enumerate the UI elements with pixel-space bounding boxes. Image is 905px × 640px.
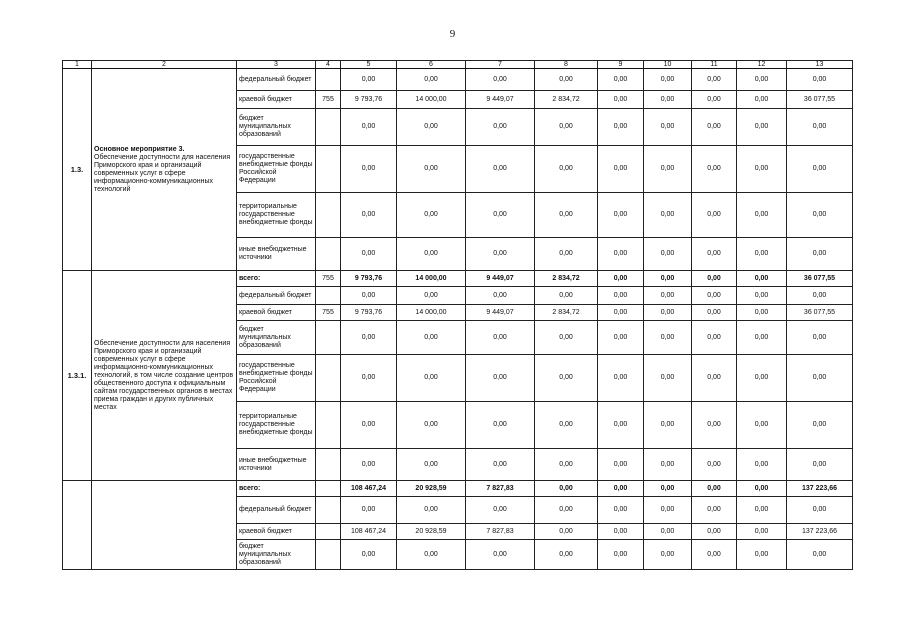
amount-cell: 0,00 <box>535 497 598 524</box>
amount-cell: 0,00 <box>644 524 692 540</box>
amount-cell: 0,00 <box>692 449 737 481</box>
amount-cell: 0,00 <box>397 69 466 91</box>
budget-code <box>316 540 341 570</box>
amount-cell: 0,00 <box>397 146 466 193</box>
amount-cell: 0,00 <box>598 524 644 540</box>
amount-cell: 0,00 <box>598 193 644 238</box>
amount-cell: 0,00 <box>397 287 466 305</box>
amount-cell: 0,00 <box>692 91 737 109</box>
amount-cell: 0,00 <box>787 321 853 355</box>
amount-cell: 0,00 <box>787 355 853 402</box>
amount-cell: 0,00 <box>692 321 737 355</box>
amount-cell: 0,00 <box>787 287 853 305</box>
amount-cell: 0,00 <box>644 271 692 287</box>
amount-cell: 0,00 <box>535 287 598 305</box>
amount-cell: 0,00 <box>535 402 598 449</box>
amount-cell: 0,00 <box>644 146 692 193</box>
amount-cell: 0,00 <box>341 69 397 91</box>
measure-description <box>92 481 237 570</box>
column-header: 13 <box>787 61 853 69</box>
amount-cell: 0,00 <box>787 69 853 91</box>
amount-cell: 0,00 <box>535 481 598 497</box>
amount-cell: 0,00 <box>644 91 692 109</box>
budget-code: 755 <box>316 305 341 321</box>
amount-cell: 0,00 <box>644 69 692 91</box>
funding-source: государственные внебюджетные фонды Российской Федерации <box>237 355 316 402</box>
budget-code <box>316 321 341 355</box>
header-row <box>63 61 853 69</box>
funding-source: иные внебюджетные источники <box>237 238 316 271</box>
amount-cell: 0,00 <box>598 287 644 305</box>
amount-cell: 0,00 <box>341 355 397 402</box>
amount-cell: 0,00 <box>535 238 598 271</box>
amount-cell: 0,00 <box>644 238 692 271</box>
column-header: 4 <box>316 61 341 69</box>
measure-description <box>92 271 237 481</box>
amount-cell: 0,00 <box>644 355 692 402</box>
amount-cell: 2 834,72 <box>535 271 598 287</box>
budget-code <box>316 287 341 305</box>
funding-source: всего: <box>237 271 316 287</box>
column-header: 1 <box>63 61 92 69</box>
amount-cell: 0,00 <box>598 449 644 481</box>
measure-title: Основное мероприятие 3. <box>94 145 185 153</box>
funding-source: краевой бюджет <box>237 524 316 540</box>
funding-source: краевой бюджет <box>237 91 316 109</box>
funding-source: государственные внебюджетные фонды Российской Федерации <box>237 146 316 193</box>
amount-cell: 0,00 <box>644 321 692 355</box>
amount-cell: 0,00 <box>535 524 598 540</box>
amount-cell: 0,00 <box>397 355 466 402</box>
amount-cell: 2 834,72 <box>535 305 598 321</box>
budget-code: 755 <box>316 271 341 287</box>
amount-cell: 2 834,72 <box>535 91 598 109</box>
amount-cell: 0,00 <box>466 449 535 481</box>
amount-cell: 0,00 <box>787 497 853 524</box>
amount-cell: 137 223,66 <box>787 524 853 540</box>
amount-cell: 0,00 <box>692 402 737 449</box>
amount-cell: 20 928,59 <box>397 524 466 540</box>
amount-cell: 0,00 <box>644 402 692 449</box>
amount-cell: 0,00 <box>397 402 466 449</box>
amount-cell: 0,00 <box>341 238 397 271</box>
amount-cell: 0,00 <box>737 305 787 321</box>
amount-cell: 0,00 <box>341 497 397 524</box>
amount-cell: 36 077,55 <box>787 91 853 109</box>
amount-cell: 9 793,76 <box>341 271 397 287</box>
budget-code <box>316 481 341 497</box>
amount-cell: 0,00 <box>644 449 692 481</box>
amount-cell: 14 000,00 <box>397 271 466 287</box>
amount-cell: 0,00 <box>787 449 853 481</box>
budget-code <box>316 524 341 540</box>
amount-cell: 0,00 <box>787 193 853 238</box>
amount-cell: 0,00 <box>341 287 397 305</box>
budget-code <box>316 402 341 449</box>
column-header: 2 <box>92 61 237 69</box>
amount-cell: 0,00 <box>397 193 466 238</box>
amount-cell: 0,00 <box>466 287 535 305</box>
column-header: 10 <box>644 61 692 69</box>
amount-cell: 0,00 <box>535 321 598 355</box>
table-row <box>63 481 853 497</box>
amount-cell: 0,00 <box>535 146 598 193</box>
amount-cell: 0,00 <box>692 481 737 497</box>
amount-cell: 0,00 <box>737 355 787 402</box>
amount-cell: 0,00 <box>692 287 737 305</box>
column-header: 8 <box>535 61 598 69</box>
amount-cell: 0,00 <box>598 109 644 146</box>
budget-code <box>316 355 341 402</box>
amount-cell: 0,00 <box>466 193 535 238</box>
amount-cell: 0,00 <box>737 91 787 109</box>
amount-cell: 0,00 <box>535 109 598 146</box>
funding-source: бюджет муниципальных образований <box>237 540 316 570</box>
amount-cell: 0,00 <box>644 497 692 524</box>
amount-cell: 0,00 <box>466 109 535 146</box>
amount-cell: 0,00 <box>598 355 644 402</box>
amount-cell: 0,00 <box>692 146 737 193</box>
amount-cell: 0,00 <box>692 193 737 238</box>
row-index: 1.3.1. <box>63 271 92 481</box>
amount-cell: 0,00 <box>598 540 644 570</box>
amount-cell: 0,00 <box>466 355 535 402</box>
budget-code <box>316 497 341 524</box>
row-index: 1.3. <box>63 69 92 271</box>
amount-cell: 0,00 <box>535 540 598 570</box>
amount-cell: 0,00 <box>692 540 737 570</box>
amount-cell: 0,00 <box>737 540 787 570</box>
funding-source: всего: <box>237 481 316 497</box>
amount-cell: 0,00 <box>341 449 397 481</box>
amount-cell: 0,00 <box>341 540 397 570</box>
amount-cell: 0,00 <box>397 540 466 570</box>
amount-cell: 0,00 <box>397 238 466 271</box>
table-row <box>63 271 853 287</box>
amount-cell: 0,00 <box>644 540 692 570</box>
amount-cell: 0,00 <box>466 238 535 271</box>
amount-cell: 0,00 <box>692 524 737 540</box>
budget-code <box>316 449 341 481</box>
funding-source: иные внебюджетные источники <box>237 449 316 481</box>
amount-cell: 0,00 <box>737 449 787 481</box>
measure-description <box>92 69 237 271</box>
funding-source: территориальные государственные внебюджетные фонды <box>237 193 316 238</box>
amount-cell: 0,00 <box>737 69 787 91</box>
amount-cell: 0,00 <box>466 146 535 193</box>
amount-cell: 9 449,07 <box>466 91 535 109</box>
amount-cell: 0,00 <box>598 497 644 524</box>
amount-cell: 0,00 <box>737 402 787 449</box>
amount-cell: 0,00 <box>598 481 644 497</box>
row-index <box>63 481 92 570</box>
amount-cell: 0,00 <box>692 69 737 91</box>
amount-cell: 0,00 <box>644 287 692 305</box>
amount-cell: 0,00 <box>341 193 397 238</box>
budget-code <box>316 193 341 238</box>
amount-cell: 0,00 <box>787 402 853 449</box>
amount-cell: 0,00 <box>341 321 397 355</box>
amount-cell: 9 793,76 <box>341 91 397 109</box>
funding-source: территориальные государственные внебюджетные фонды <box>237 402 316 449</box>
table-body <box>63 61 853 570</box>
column-header: 9 <box>598 61 644 69</box>
amount-cell: 0,00 <box>737 271 787 287</box>
column-header: 12 <box>737 61 787 69</box>
amount-cell: 0,00 <box>692 305 737 321</box>
funding-source: бюджет муниципальных образований <box>237 321 316 355</box>
amount-cell: 7 827,83 <box>466 481 535 497</box>
column-header: 7 <box>466 61 535 69</box>
amount-cell: 0,00 <box>692 109 737 146</box>
amount-cell: 137 223,66 <box>787 481 853 497</box>
funding-source: федеральный бюджет <box>237 497 316 524</box>
amount-cell: 7 827,83 <box>466 524 535 540</box>
amount-cell: 0,00 <box>466 69 535 91</box>
amount-cell: 0,00 <box>598 146 644 193</box>
table-row <box>63 69 853 91</box>
amount-cell: 0,00 <box>341 402 397 449</box>
column-header: 3 <box>237 61 316 69</box>
funding-source: федеральный бюджет <box>237 69 316 91</box>
amount-cell: 0,00 <box>598 69 644 91</box>
amount-cell: 9 449,07 <box>466 271 535 287</box>
amount-cell: 0,00 <box>692 271 737 287</box>
amount-cell: 0,00 <box>397 321 466 355</box>
amount-cell: 0,00 <box>598 271 644 287</box>
funding-source: федеральный бюджет <box>237 287 316 305</box>
amount-cell: 0,00 <box>737 524 787 540</box>
amount-cell: 0,00 <box>737 146 787 193</box>
amount-cell: 0,00 <box>644 305 692 321</box>
amount-cell: 108 467,24 <box>341 524 397 540</box>
amount-cell: 0,00 <box>598 305 644 321</box>
amount-cell: 0,00 <box>535 69 598 91</box>
amount-cell: 9 793,76 <box>341 305 397 321</box>
amount-cell: 0,00 <box>397 109 466 146</box>
amount-cell: 0,00 <box>737 109 787 146</box>
amount-cell: 108 467,24 <box>341 481 397 497</box>
amount-cell: 14 000,00 <box>397 305 466 321</box>
amount-cell: 0,00 <box>644 109 692 146</box>
column-header: 5 <box>341 61 397 69</box>
column-header: 11 <box>692 61 737 69</box>
amount-cell: 0,00 <box>397 497 466 524</box>
amount-cell: 0,00 <box>737 321 787 355</box>
measure-text: Обеспечение доступности для населения Приморского края и организаций современных услуг в сфере информационно-коммуникационных технологий, в том числе создание центров общественного доступа к официальным сайтам государственных органов в местах приема граждан и других публичных местах <box>94 339 234 411</box>
amount-cell: 0,00 <box>737 238 787 271</box>
amount-cell: 0,00 <box>737 481 787 497</box>
amount-cell: 0,00 <box>787 238 853 271</box>
amount-cell: 0,00 <box>644 193 692 238</box>
amount-cell: 0,00 <box>737 287 787 305</box>
amount-cell: 0,00 <box>598 402 644 449</box>
budget-code <box>316 69 341 91</box>
amount-cell: 0,00 <box>535 449 598 481</box>
amount-cell: 20 928,59 <box>397 481 466 497</box>
amount-cell: 0,00 <box>535 193 598 238</box>
amount-cell: 0,00 <box>787 146 853 193</box>
budget-table <box>62 60 853 570</box>
amount-cell: 0,00 <box>535 355 598 402</box>
amount-cell: 36 077,55 <box>787 271 853 287</box>
budget-code <box>316 238 341 271</box>
amount-cell: 0,00 <box>466 402 535 449</box>
funding-source: краевой бюджет <box>237 305 316 321</box>
column-header: 6 <box>397 61 466 69</box>
amount-cell: 9 449,07 <box>466 305 535 321</box>
amount-cell: 0,00 <box>644 481 692 497</box>
amount-cell: 0,00 <box>598 238 644 271</box>
measure-text: Обеспечение доступности для населения Приморского края и организаций современных услуг в сфере информационно-коммуникационных технологий <box>94 153 231 193</box>
budget-code: 755 <box>316 91 341 109</box>
amount-cell: 14 000,00 <box>397 91 466 109</box>
amount-cell: 0,00 <box>692 238 737 271</box>
amount-cell: 0,00 <box>397 449 466 481</box>
amount-cell: 36 077,55 <box>787 305 853 321</box>
amount-cell: 0,00 <box>466 497 535 524</box>
amount-cell: 0,00 <box>341 146 397 193</box>
amount-cell: 0,00 <box>466 540 535 570</box>
budget-code <box>316 146 341 193</box>
amount-cell: 0,00 <box>692 355 737 402</box>
amount-cell: 0,00 <box>787 109 853 146</box>
amount-cell: 0,00 <box>737 497 787 524</box>
amount-cell: 0,00 <box>466 321 535 355</box>
page-number: 9 <box>449 28 456 40</box>
amount-cell: 0,00 <box>598 321 644 355</box>
amount-cell: 0,00 <box>787 540 853 570</box>
amount-cell: 0,00 <box>737 193 787 238</box>
amount-cell: 0,00 <box>341 109 397 146</box>
budget-code <box>316 109 341 146</box>
amount-cell: 0,00 <box>692 497 737 524</box>
funding-source: бюджет муниципальных образований <box>237 109 316 146</box>
amount-cell: 0,00 <box>598 91 644 109</box>
